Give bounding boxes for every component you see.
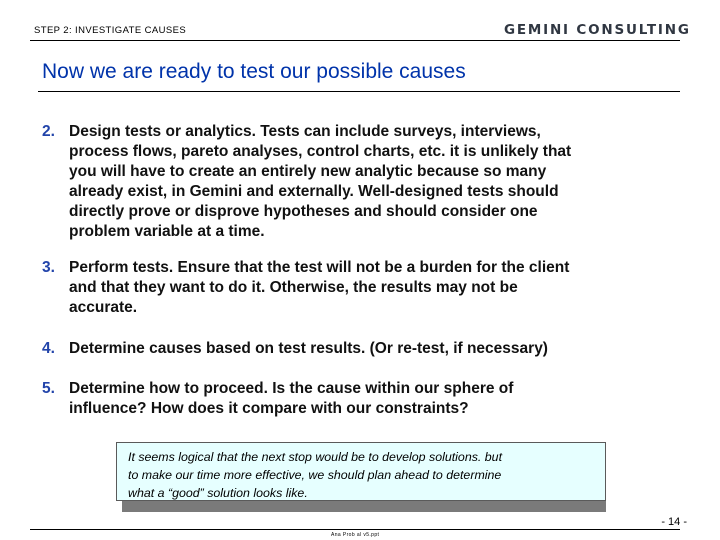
list-item-design-tests: [42, 122, 672, 242]
item-line: Determine causes based on test results. (Or re-test, if necessary): [69, 340, 548, 357]
gemini-consulting-logo: GEMINI CONSULTING: [504, 22, 691, 38]
footer-divider: [30, 529, 680, 530]
item-line: already exist, in Gemini and externally. Well-designed tests should: [69, 183, 559, 200]
list-item-perform-tests: [42, 258, 672, 318]
list-item-determine-proceed: [42, 379, 672, 419]
callout-line: It seems logical that the next stop would be to develop solutions. but: [128, 450, 503, 464]
item-line: Determine how to proceed. Is the cause within our sphere of: [69, 380, 514, 397]
item-line: process flows, pareto analyses, control charts, etc. it is unlikely that: [69, 143, 572, 160]
callout-line: what a “good” solution looks like.: [128, 486, 308, 500]
item-number: 4.: [42, 340, 55, 357]
item-line: Perform tests. Ensure that the test will not be a burden for the client: [69, 259, 570, 276]
page-number: - 14 -: [661, 516, 687, 528]
item-line: problem variable at a time.: [69, 223, 265, 240]
item-line: influence? How does it compare with our constraints?: [69, 400, 469, 417]
item-line: accurate.: [69, 299, 138, 316]
step-label: STEP 2: INVESTIGATE CAUSES: [34, 25, 187, 36]
item-line: directly prove or disprove hypotheses and should consider one: [69, 203, 538, 220]
item-number: 5.: [42, 380, 55, 397]
list-item-determine-causes: [42, 339, 672, 359]
header-divider: [30, 40, 680, 41]
slide-title: Now we are ready to test our possible causes: [42, 60, 466, 83]
item-line: you will have to create an entirely new analytic because so many: [69, 163, 547, 180]
item-number: 3.: [42, 259, 55, 276]
title-divider: [38, 91, 680, 92]
item-line: and that they want to do it. Otherwise, the results may not be: [69, 279, 518, 296]
footer-file-name: Ana Prob al v5.ppt: [331, 532, 380, 538]
callout-line: to make our time more effective, we should plan ahead to determine: [128, 468, 502, 482]
item-line: Design tests or analytics. Tests can include surveys, interviews,: [69, 123, 541, 140]
callout-box: [116, 442, 606, 501]
item-number: 2.: [42, 123, 55, 140]
